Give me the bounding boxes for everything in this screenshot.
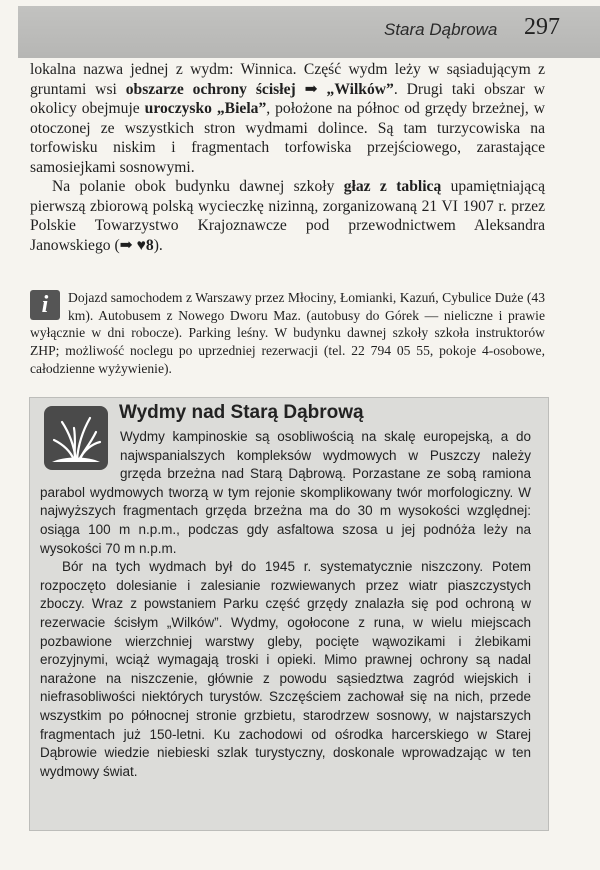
practical-info	[30, 289, 545, 378]
sidebar-box-body	[40, 428, 531, 781]
sidebar-box	[29, 397, 549, 831]
paragraph-1: lokalna nazwa jednej z wydm: Winnica. Część wydm leży w sąsiadującym z gruntami wsi obszarze ochrony ścisłej ➡ „Wilków”. Drugi taki obszar w okolicy obejmuje uroczysko „Biela”, położone na północ od grzędy brzeżnej, w otoczonej ze wszystkich stron wydmami dolince. Są tam turzycowiska na torfowisku niskim i fragmentach torfowiska przejściowego, zarastające samosiejkami sosnowymi.	[30, 61, 546, 176]
main-text	[30, 60, 545, 255]
paragraph-2: Na polanie obok budynku dawnej szkoły głaz z tablicą upamiętniającą pierwszą zbiorową polską wycieczkę nizinną, zorganizowaną 21 VI 1907 r. przez Polskie Towarzystwo Krajoznawcze pod przewodnictwem Aleksandra Janowskiego (➡ ♥8).	[30, 178, 545, 254]
info-icon: i	[30, 290, 60, 320]
sidebar-box-paragraph-1: Wydmy kampinoskie są osobliwością na skalę europejską, a do najwspanialszych kompleksów wydmowych w Puszczy należy grzęda brzeżna nad Starą Dąbrową. Porzastane ze sobą ramiona parabol wydmowych tworzą w tym rejonie skomplikowany twór morfologiczny. W najwyższych fragmentach grzęda brzeżna ma do 30 m wysokości względnej: osiąga 100 m n.p.m., podczas gdy asfaltowa szosa u jej podnóża leży na wysokości 70 m n.p.m.	[40, 429, 531, 556]
page-number: 297	[524, 14, 560, 40]
sidebar-box-paragraph-2: Bór na tych wydmach był do 1945 r. systematycznie niszczony. Potem rozpoczęto dolesianie i zalesianie rozwiewanych przez wiatr piaszczystych zboczy. Wraz z powstaniem Parku część grzędy znalazła się pod ochroną w rezerwacie ścisłym „Wilków”. Wydmy, ogołocone z runa, w wielu miejscach pozbawione wierzchniej warstwy gleby, pocięte wąwozikami i żlebikami erozyjnymi, wciąż wymagają troski i opieki. Mimo prawnej ochrony są nadal narażone na niszczenie, głównie z powodu sąsiedztwa zagród wiejskich i niefrasobliwości niektórych turystów. Szczęściem zachował się na nich, przede wszystkim po północnej stronie grzbietu, starodrzew sosnowy, w najstarszych fragmentach już 150-letni. Ku zachodowi od ośrodka harcerskiego w Starej Dąbrowie wiedzie niebieski szlak turystyczny, doskonale wprowadzając w ten wydmowy świat.	[40, 559, 531, 779]
practical-info-text: Dojazd samochodem z Warszawy przez Młociny, Łomianki, Kazuń, Cybulice Duże (43 km). Autobusem z Nowego Dworu Maz. (autobusy do Górek — nieliczne i prawie wyłącznie w dni robocze). Parking leśny. W budynku dawnej szkoły szkoła instruktorów ZHP; możliwość noclegu po uprzedniej rezerwacji (tel. 22 794 05 55, pokoje 4-osobowe, całodzienne wyżywienie).	[30, 290, 545, 376]
running-header	[18, 6, 600, 58]
running-header-title: Stara Dąbrowa	[384, 20, 498, 39]
sidebar-box-title: Wydmy nad Starą Dąbrową	[119, 402, 364, 423]
